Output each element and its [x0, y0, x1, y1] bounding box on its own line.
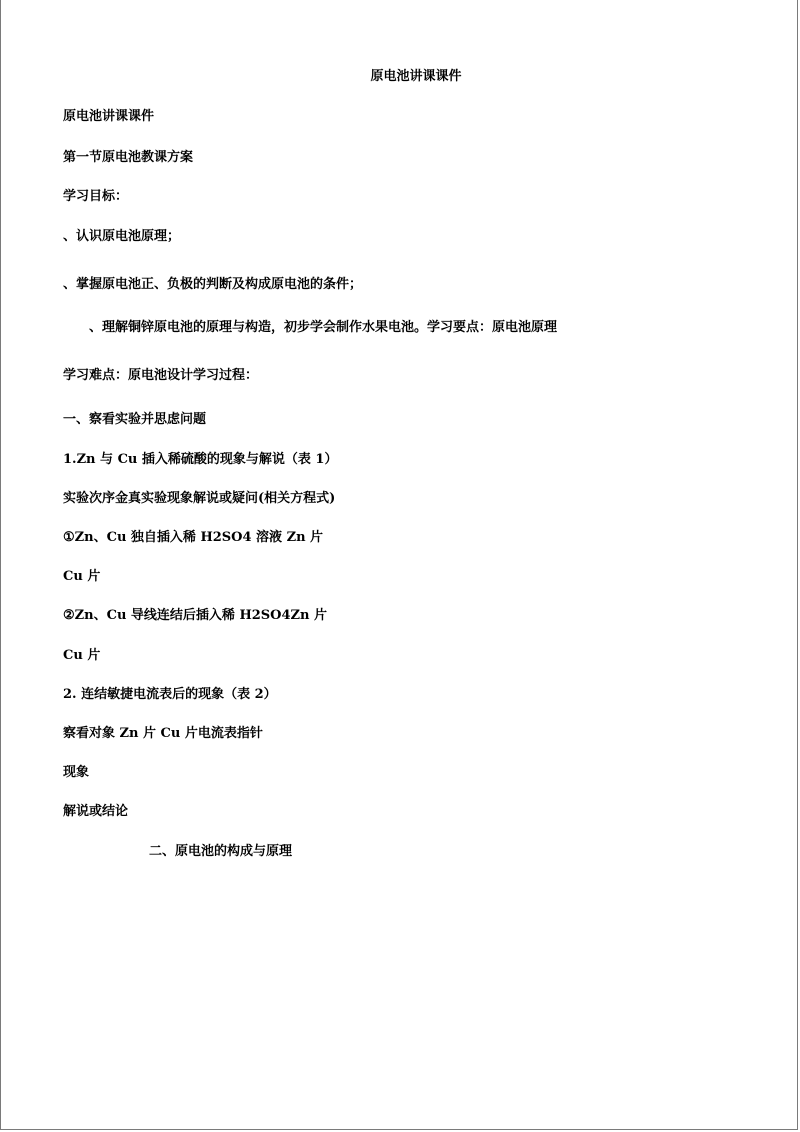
objective-3: 、理解铜锌原电池的原理与构造，初步学会制作水果电池。学习要点：原电池原理: [89, 320, 558, 335]
objective-2: 、掌握原电池正、负极的判断及构成原电池的条件；: [63, 277, 363, 292]
section-title: 第一节原电池教课方案: [63, 150, 194, 165]
table-1-row-1: ①Zn、Cu 独自插入稀 H2SO4 溶液 Zn 片: [63, 530, 324, 545]
table-1-row-2: ②Zn、Cu 导线连结后插入稀 H2SO4Zn 片: [63, 608, 327, 623]
document-title: 原电池讲课课件: [370, 69, 462, 84]
table-1-header: 实验次序金真实验现象解说或疑问(相关方程式): [63, 491, 336, 506]
table-1-caption: 1.Zn 与 Cu 插入稀硫酸的现象与解说（表 1）: [63, 452, 338, 467]
table-1-row-2-cu: Cu 片: [63, 648, 101, 663]
table-2-header: 察看对象 Zn 片 Cu 片电流表指针: [63, 726, 263, 741]
objective-1: 、认识原电池原理；: [63, 229, 181, 244]
table-1-row-1-cu: Cu 片: [63, 569, 101, 584]
table-2-caption: 2. 连结敏捷电流表后的现象（表 2）: [63, 687, 277, 702]
table-2-row-conclusion: 解说或结论: [63, 804, 129, 819]
objectives-label: 学习目标：: [63, 189, 129, 204]
heading-line: 原电池讲课课件: [63, 109, 155, 124]
table-2-row-phenomenon: 现象: [63, 765, 90, 780]
part-one-heading: 一、察看实验并思虑问题: [63, 412, 207, 427]
difficulty-line: 学习难点：原电池设计学习过程：: [63, 368, 259, 383]
part-two-heading: 二、原电池的构成与原理: [149, 844, 293, 859]
